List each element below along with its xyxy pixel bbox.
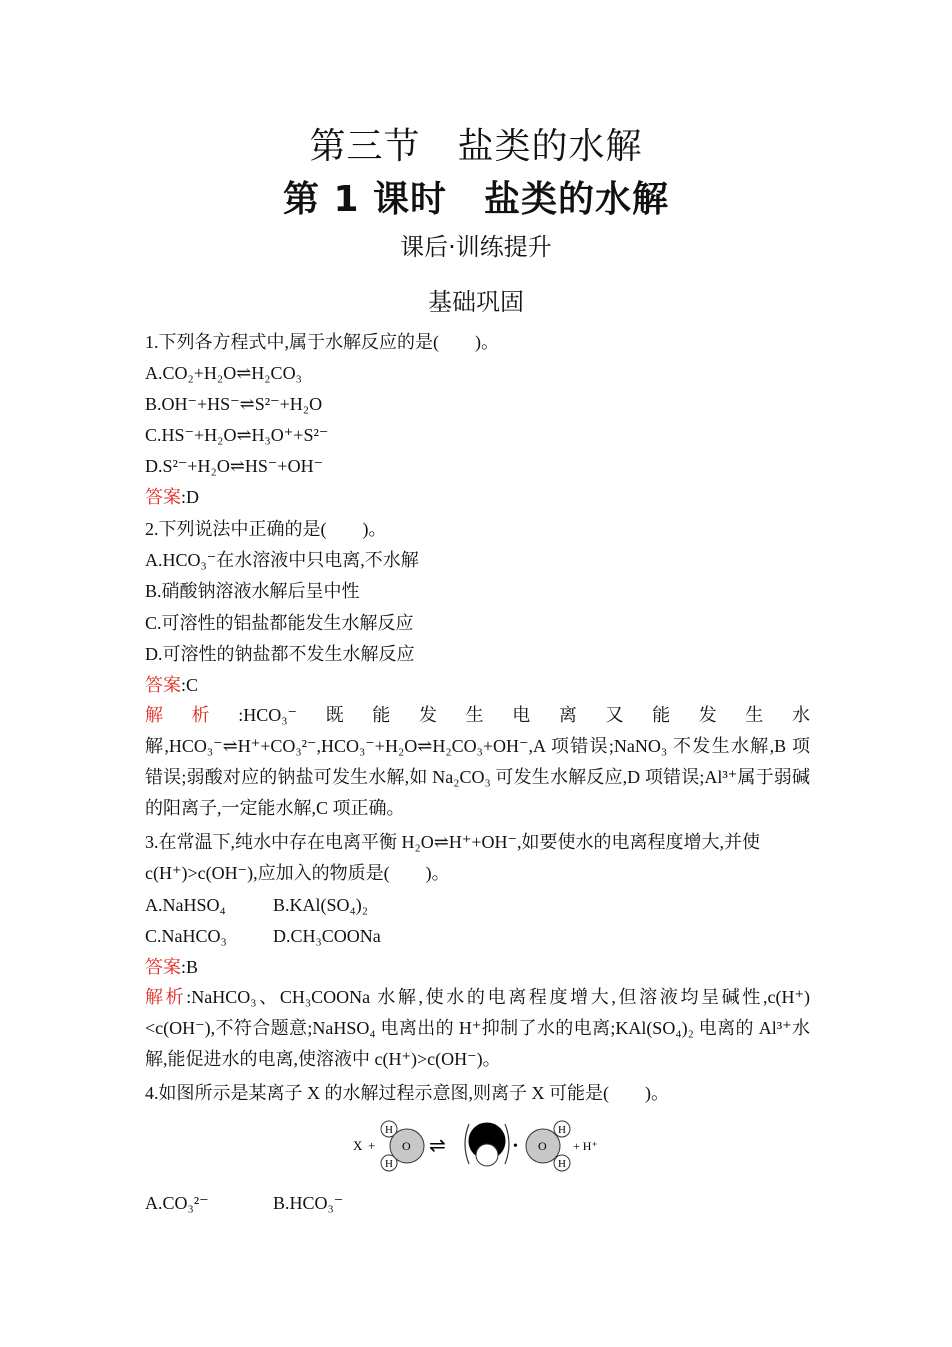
q3-options-row2 [145,925,381,947]
q2-answer [145,674,198,696]
left-bracket [465,1124,469,1164]
q3-option-a: A.NaHSO₄ [145,895,226,915]
q3-options-row1 [145,894,369,916]
h-label-3: H [558,1124,566,1136]
q3-stem-line1: 3.在常温下,纯水中存在电离平衡 H₂O⇌H⁺+OH⁻,如要使水的电离程度增大,并使 [145,832,761,852]
q1-option-a: A.CO₂+H₂O⇌H₂CO₃ [145,363,302,383]
q3-analysis [145,982,810,1075]
q1-option-c: C.HS⁻+H₂O⇌H₃O⁺+S²⁻ [145,425,329,445]
subtitle: 课后·训练提升 [400,233,552,261]
answer-label: 答案 [145,487,181,507]
analysis-label: 解析 [145,705,239,725]
section-title: 第三节 盐类的水解 [309,126,643,167]
analysis-label: 解析 [145,987,187,1007]
q2-option-d: D.可溶性的钠盐都不发生水解反应 [145,644,415,664]
q3-option-b: B.KAl(SO₄)₂ [273,895,369,915]
equilibrium-arrow: ⇌ [429,1135,446,1157]
q3-option-d: D.CH₃COONa [273,926,381,946]
q4-options-row1 [145,1192,344,1214]
q2-stem: 2.下列说法中正确的是( )。 [145,519,387,539]
h-label-1: H [385,1124,393,1136]
q4-option-a: A.CO₃²⁻ [145,1193,209,1213]
bullet-dot: • [513,1139,518,1154]
q1-answer [145,486,199,508]
answer-value: :C [181,675,199,695]
answer-value: :D [181,487,199,507]
answer-value: :B [181,957,199,977]
q1-stem: 1.下列各方程式中,属于水解反应的是( )。 [145,332,499,352]
q4-option-b: B.HCO₃⁻ [273,1193,344,1213]
analysis-text: :NaHCO₃、CH₃COONa 水解,使水的电离程度增大,但溶液均呈碱性,c(H⁺)<c(OH⁻),不符合题意;NaHSO₄ 电离出的 H⁺抑制了水的电离;KAl(SO₄)₂ 电离的 Al³⁺水解,能促进水的电离,使溶液中 c(H⁺)>c(OH⁻)。 [145,987,810,1069]
x-label: X [353,1138,363,1153]
hydrolysis-diagram [345,1112,615,1178]
q2-option-b: B.硝酸钠溶液水解后呈中性 [145,581,360,601]
q3-option-c: C.NaHCO₃ [145,926,227,946]
lesson-title: 第 1 课时 盐类的水解 [282,179,670,220]
answer-label: 答案 [145,675,181,695]
q3-stem-line2: c(H⁺)>c(OH⁻),应加入的物质是( )。 [145,863,450,883]
q1-option-b: B.OH⁻+HS⁻⇌S²⁻+H₂O [145,394,323,414]
h-label-4: H [558,1158,566,1170]
right-bracket [505,1124,509,1164]
o-label-1: O [402,1139,411,1153]
q1-option-d: D.S²⁻+H₂O⇌HS⁻+OH⁻ [145,456,324,476]
q2-analysis [145,700,810,824]
q2-option-c: C.可溶性的铝盐都能发生水解反应 [145,613,414,633]
o-label-2: O [538,1139,547,1153]
answer-label: 答案 [145,957,181,977]
h-label-2: H [385,1158,393,1170]
h-plus-label: + H⁺ [573,1139,598,1153]
plus-sign: + [368,1138,376,1153]
q3-answer [145,956,198,978]
analysis-text: :HCO₃⁻既能发生电离又能发生水解,HCO₃⁻⇌H⁺+CO₃²⁻,HCO₃⁻+H₂O⇌H₂CO₃+OH⁻,A 项错误;NaNO₃ 不发生水解,B 项错误;弱酸对应的钠盐可发生水解,如 Na₂CO₃ 可发生水解反应,D 项错误;Al³⁺属于弱碱的阳离子,一定能水解,C 项正确。 [145,705,811,818]
q2-option-a: A.HCO₃⁻在水溶液中只电离,不水解 [145,550,419,570]
q4-stem: 4.如图所示是某离子 X 的水解过程示意图,则离子 X 可能是( )。 [145,1083,669,1103]
part-heading: 基础巩固 [428,288,524,316]
bound-h-atom [476,1144,498,1166]
